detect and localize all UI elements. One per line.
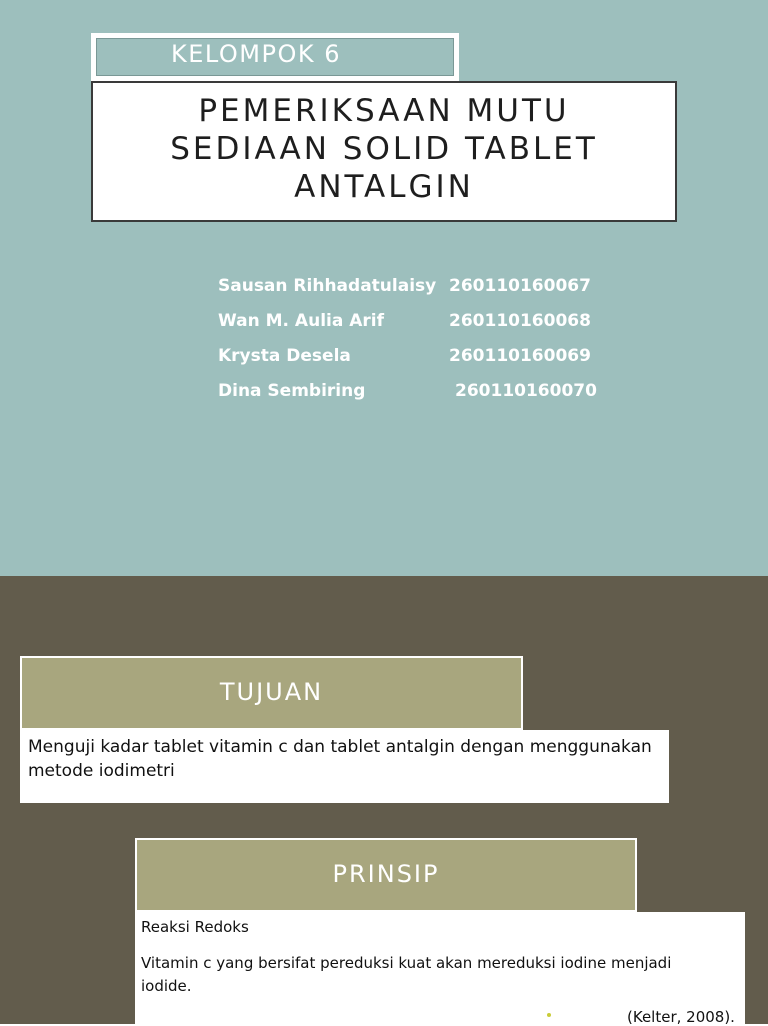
tujuan-content-box [20, 730, 669, 803]
tujuan-heading: TUJUAN [219, 678, 324, 706]
title-line-3: ANTALGIN [294, 169, 474, 205]
bullet-dot-icon [547, 1013, 551, 1017]
prinsip-text-line-2: iodide. [141, 977, 192, 995]
prinsip-content-box [135, 912, 745, 1024]
member-name: Wan M. Aulia Arif [218, 311, 384, 331]
tujuan-text-line-2: metode iodimetri [28, 761, 175, 781]
member-id: 260110160067 [449, 276, 591, 296]
member-name: Sausan Rihhadatulaisy [218, 276, 437, 296]
member-id: 260110160069 [449, 346, 591, 366]
prinsip-subheading: Reaksi Redoks [141, 918, 249, 936]
member-id: 260110160070 [455, 381, 597, 401]
citation: (Kelter, 2008). [627, 1008, 735, 1026]
title-line-2: SEDIAAN SOLID TABLET [170, 131, 598, 167]
group-label: KELOMPOK 6 [171, 40, 342, 68]
group-label-box [91, 33, 459, 81]
member-name: Dina Sembiring [218, 381, 366, 401]
content-slide [0, 576, 768, 1024]
tujuan-header [20, 656, 523, 730]
title-line-1: PEMERIKSAAN MUTU [198, 93, 570, 129]
tujuan-text-line-1: Menguji kadar tablet vitamin c dan tablet antalgin dengan menggunakan [28, 737, 652, 757]
prinsip-header [135, 838, 637, 912]
prinsip-text-line-1: Vitamin c yang bersifat pereduksi kuat akan mereduksi iodine menjadi [141, 954, 672, 972]
member-id: 260110160068 [449, 311, 591, 331]
title-box [91, 81, 677, 222]
prinsip-heading: PRINSIP [332, 860, 440, 888]
member-name: Krysta Desela [218, 346, 351, 366]
